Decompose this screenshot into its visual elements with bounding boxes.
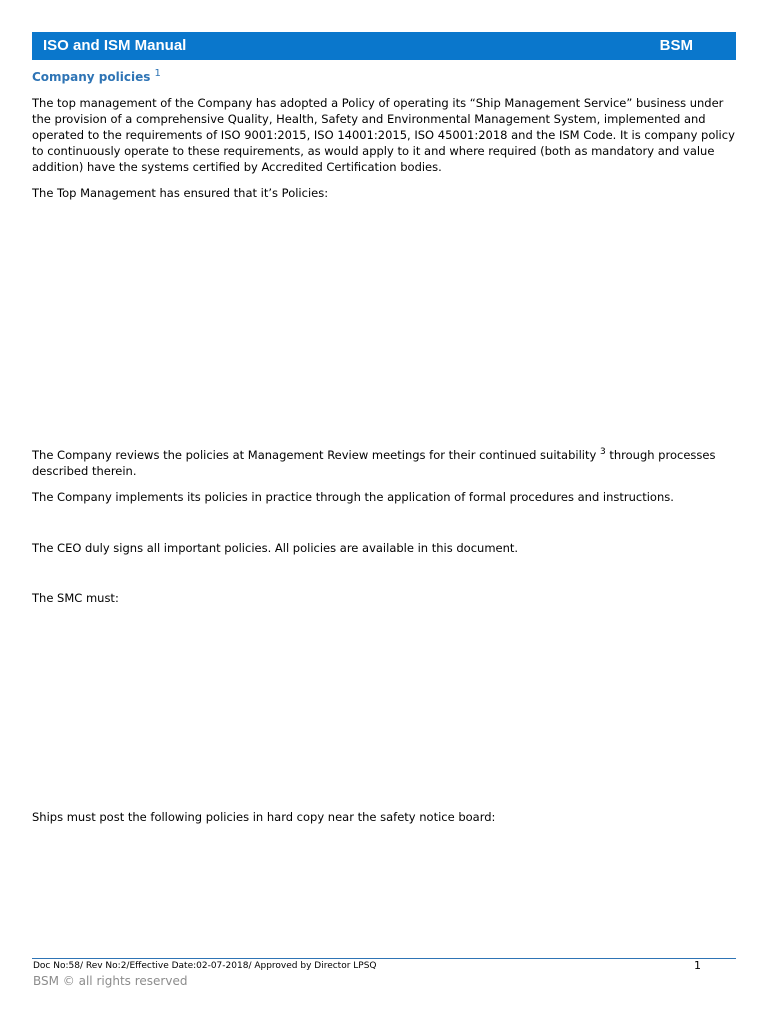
footer-document-info: Doc No:58/ Rev No:2/Effective Date:02-07-2018/ Approved by Director LPSQ (33, 961, 377, 971)
policy-intro-paragraph: The top management of the Company has adopted a Policy of operating its “Ship Management Service” business under the provision of a comprehensive Quality, Health, Safety and Environmental Management System, implemented and operated to the requirements of ISO 9001:2015, ISO 14001:2015, ISO 45001:2018 and the ISM Code. It is company policy to continuously operate to these requirements, as would apply to it and where required (both as mandatory and value addition) have the systems certified by Accredited Certification bodies. (32, 96, 735, 174)
policy-review-text-start: The Company reviews the policies at Management Review meetings for their continued suitability (32, 448, 600, 462)
policy-implementation-paragraph: The Company implements its policies in practice through the application of formal procedures and instructions. (32, 490, 674, 504)
footnote-ref-1[interactable]: 1 (154, 68, 161, 79)
document-header-bar (32, 32, 736, 60)
policies-lead-in: The Top Management has ensured that it’s Policies: (32, 186, 329, 200)
page-number: 1 (694, 959, 701, 972)
footer-divider (32, 958, 736, 959)
section-heading-text: Company policies (32, 70, 151, 84)
manual-title: ISO and ISM Manual (43, 37, 187, 54)
brand-name: BSM (659, 37, 693, 54)
ceo-signature-paragraph: The CEO duly signs all important policies. All policies are available in this document. (32, 541, 519, 555)
smc-requirements-lead-in: The SMC must: (32, 591, 119, 605)
footer-copyright: BSM © all rights reserved (33, 974, 188, 988)
section-heading (32, 68, 161, 84)
ship-posting-lead-in: Ships must post the following policies in hard copy near the safety notice board: (32, 810, 496, 824)
policy-review-text-end: through processes described therein. (32, 448, 716, 478)
policy-review-paragraph (32, 447, 736, 479)
footnote-ref-3[interactable]: 3 (599, 447, 606, 457)
